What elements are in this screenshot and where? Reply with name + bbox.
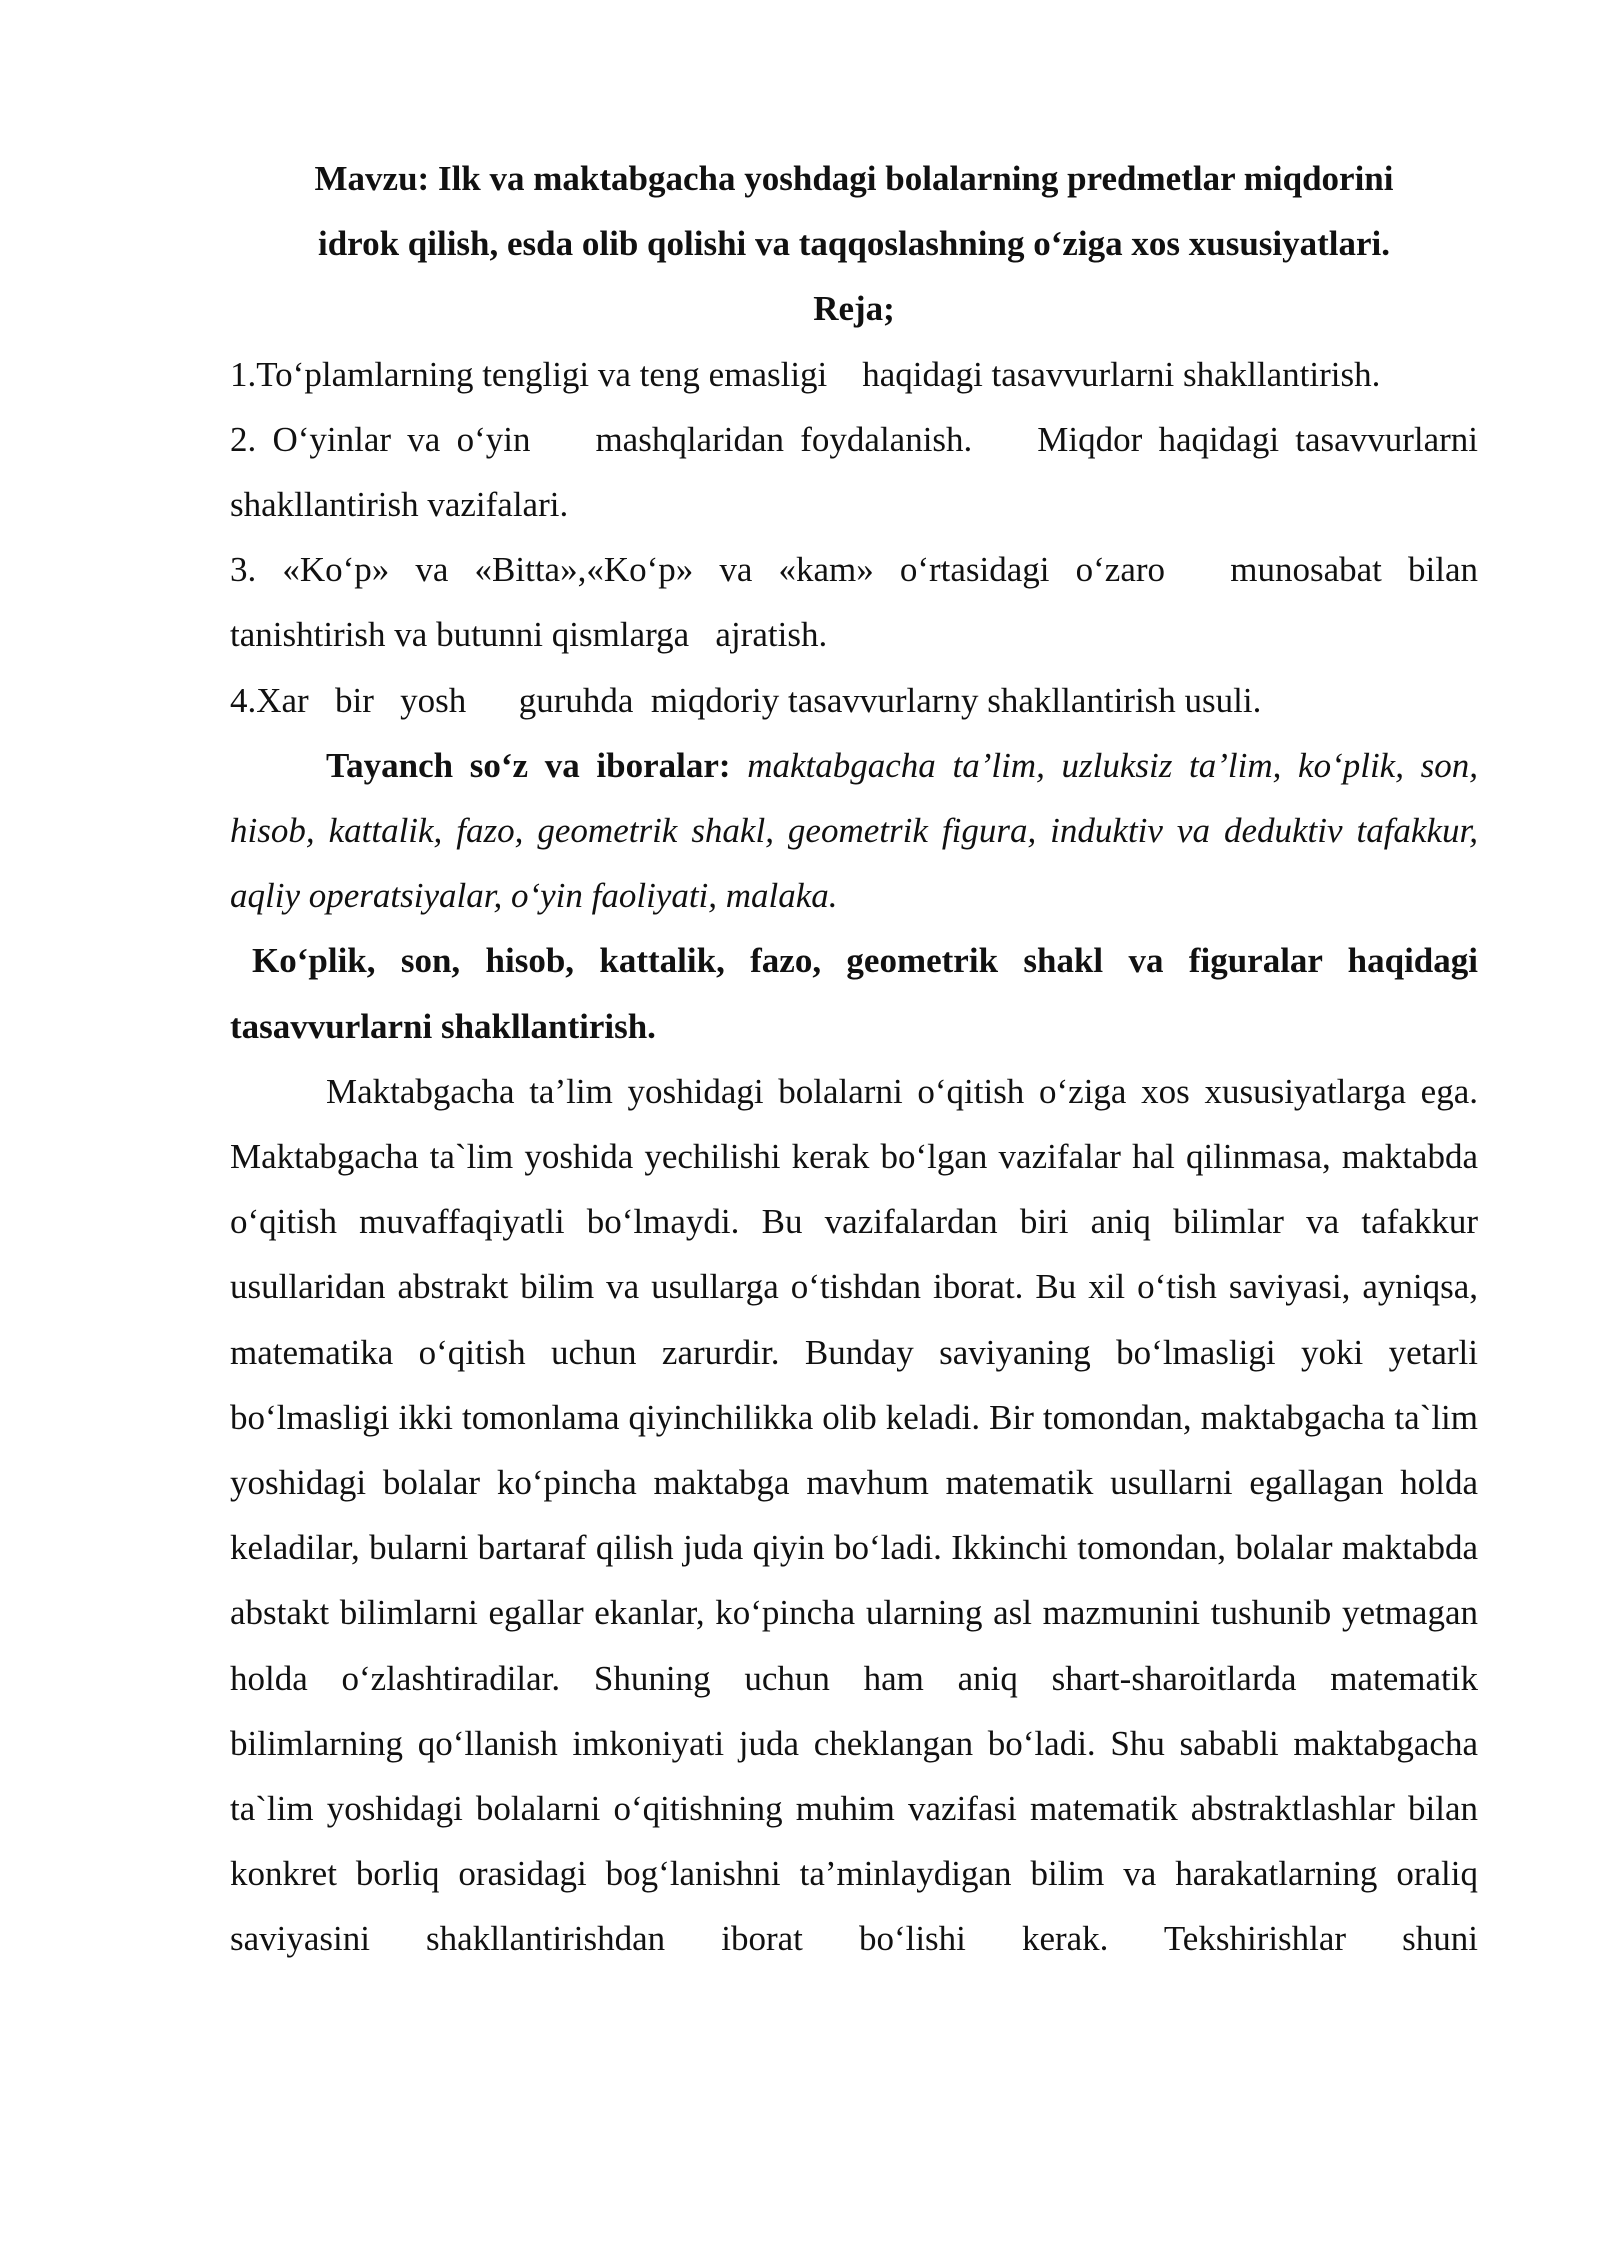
plan-item-4: 4.Xar bir yosh guruhda miqdoriy tasavvurlarny shakllantirish usuli. <box>230 680 1262 720</box>
title-line-2: idrok qilish, esda olib qolishi va taqqoslashning o‘ziga xos xususiyatlari. <box>317 224 1391 264</box>
body-paragraph: Maktabgacha ta’lim yoshidagi bolalarni o‘qitish o‘ziga xos xususiyatlarga ega. Maktabgacha ta`lim yoshida yechilishi kerak bo‘lgan vazifalar hal qilinmasa, maktabda o‘qitish muvaffaqiyatli bo‘lmaydi. Bu vazifalardan biri aniq bilimlar va tafakkur usullaridan abstrakt bilim va usullarga o‘tishdan iborat. Bu xil o‘tish saviyasi, ayniqsa, matematika o‘qitish uchun zarurdir. Bunday saviyaning bo‘lmasligi yoki yetarli bo‘lmasligi ikki tomonlama qiyinchilikka olib keladi. Bir tomondan, maktabgacha ta`lim yoshidagi bolalar ko‘pincha maktabga mavhum matematik usullarni egallagan holda keladilar, bularni bartaraf qilish juda qiyin bo‘ladi. Ikkinchi tomondan, bolalar maktabda abstakt bilimlarni egallar ekanlar, ko‘pincha ularning asl mazmunini tushunib yetmagan holda o‘zlashtiradilar. Shuning uchun ham aniq shart-sharoitlarda matematik bilimlarning qo‘llanish imkoniyati juda cheklangan bo‘ladi. Shu sababli maktabgacha ta`lim yoshidagi bolalarni o‘qitishning muhim vazifasi matematik abstraktlashlar bilan konkret borliq orasidagi bog‘lanishni ta’minlaydigan bilim va harakatlarning oraliq saviyasini shakllantirishdan iborat bo‘lishi kerak. Tekshirishlar shuni <box>230 1071 1478 1959</box>
keywords-text: maktabgacha ta’lim, uzluksiz ta’lim, ko‘plik, son, hisob, kattalik, fazo, geometrik shakl, geometrik figura, induktiv va deduktiv tafakkur, aqliy operatsiyalar, o‘yin faoliyati, malaka. <box>230 745 1478 916</box>
plan-item-3: 3. «Ko‘p» va «Bitta»,«Ko‘p» va «kam» o‘rtasidagi o‘zaro munosabat bilan tanishtirish va butunni qismlarga ajratish. <box>230 550 1487 655</box>
plan-item-1: 1.To‘plamlarning tengligi va teng emasligi haqidagi tasavvurlarni shakllantirish. <box>230 354 1381 394</box>
title-line-1: Mavzu: Ilk va maktabgacha yoshdagi bolalarning predmetlar miqdorini <box>314 159 1394 198</box>
plan-item-2: 2. O‘yinlar va o‘yin mashqlaridan foydalanish. Miqdor haqidagi tasavvurlarni shakllantirish vazifalari. <box>230 419 1487 525</box>
document-title <box>230 146 1478 276</box>
keywords-label: Tayanch so‘z va iboralar: <box>326 745 731 785</box>
plan-heading: Reja; <box>813 289 895 329</box>
keywords-paragraph <box>230 733 1478 929</box>
document-page <box>230 146 1487 1972</box>
section-heading: Ko‘plik, son, hisob, kattalik, fazo, geometrik shakl va figuralar haqidagi tasavvurlarni shakllantirish. <box>230 941 1478 1046</box>
